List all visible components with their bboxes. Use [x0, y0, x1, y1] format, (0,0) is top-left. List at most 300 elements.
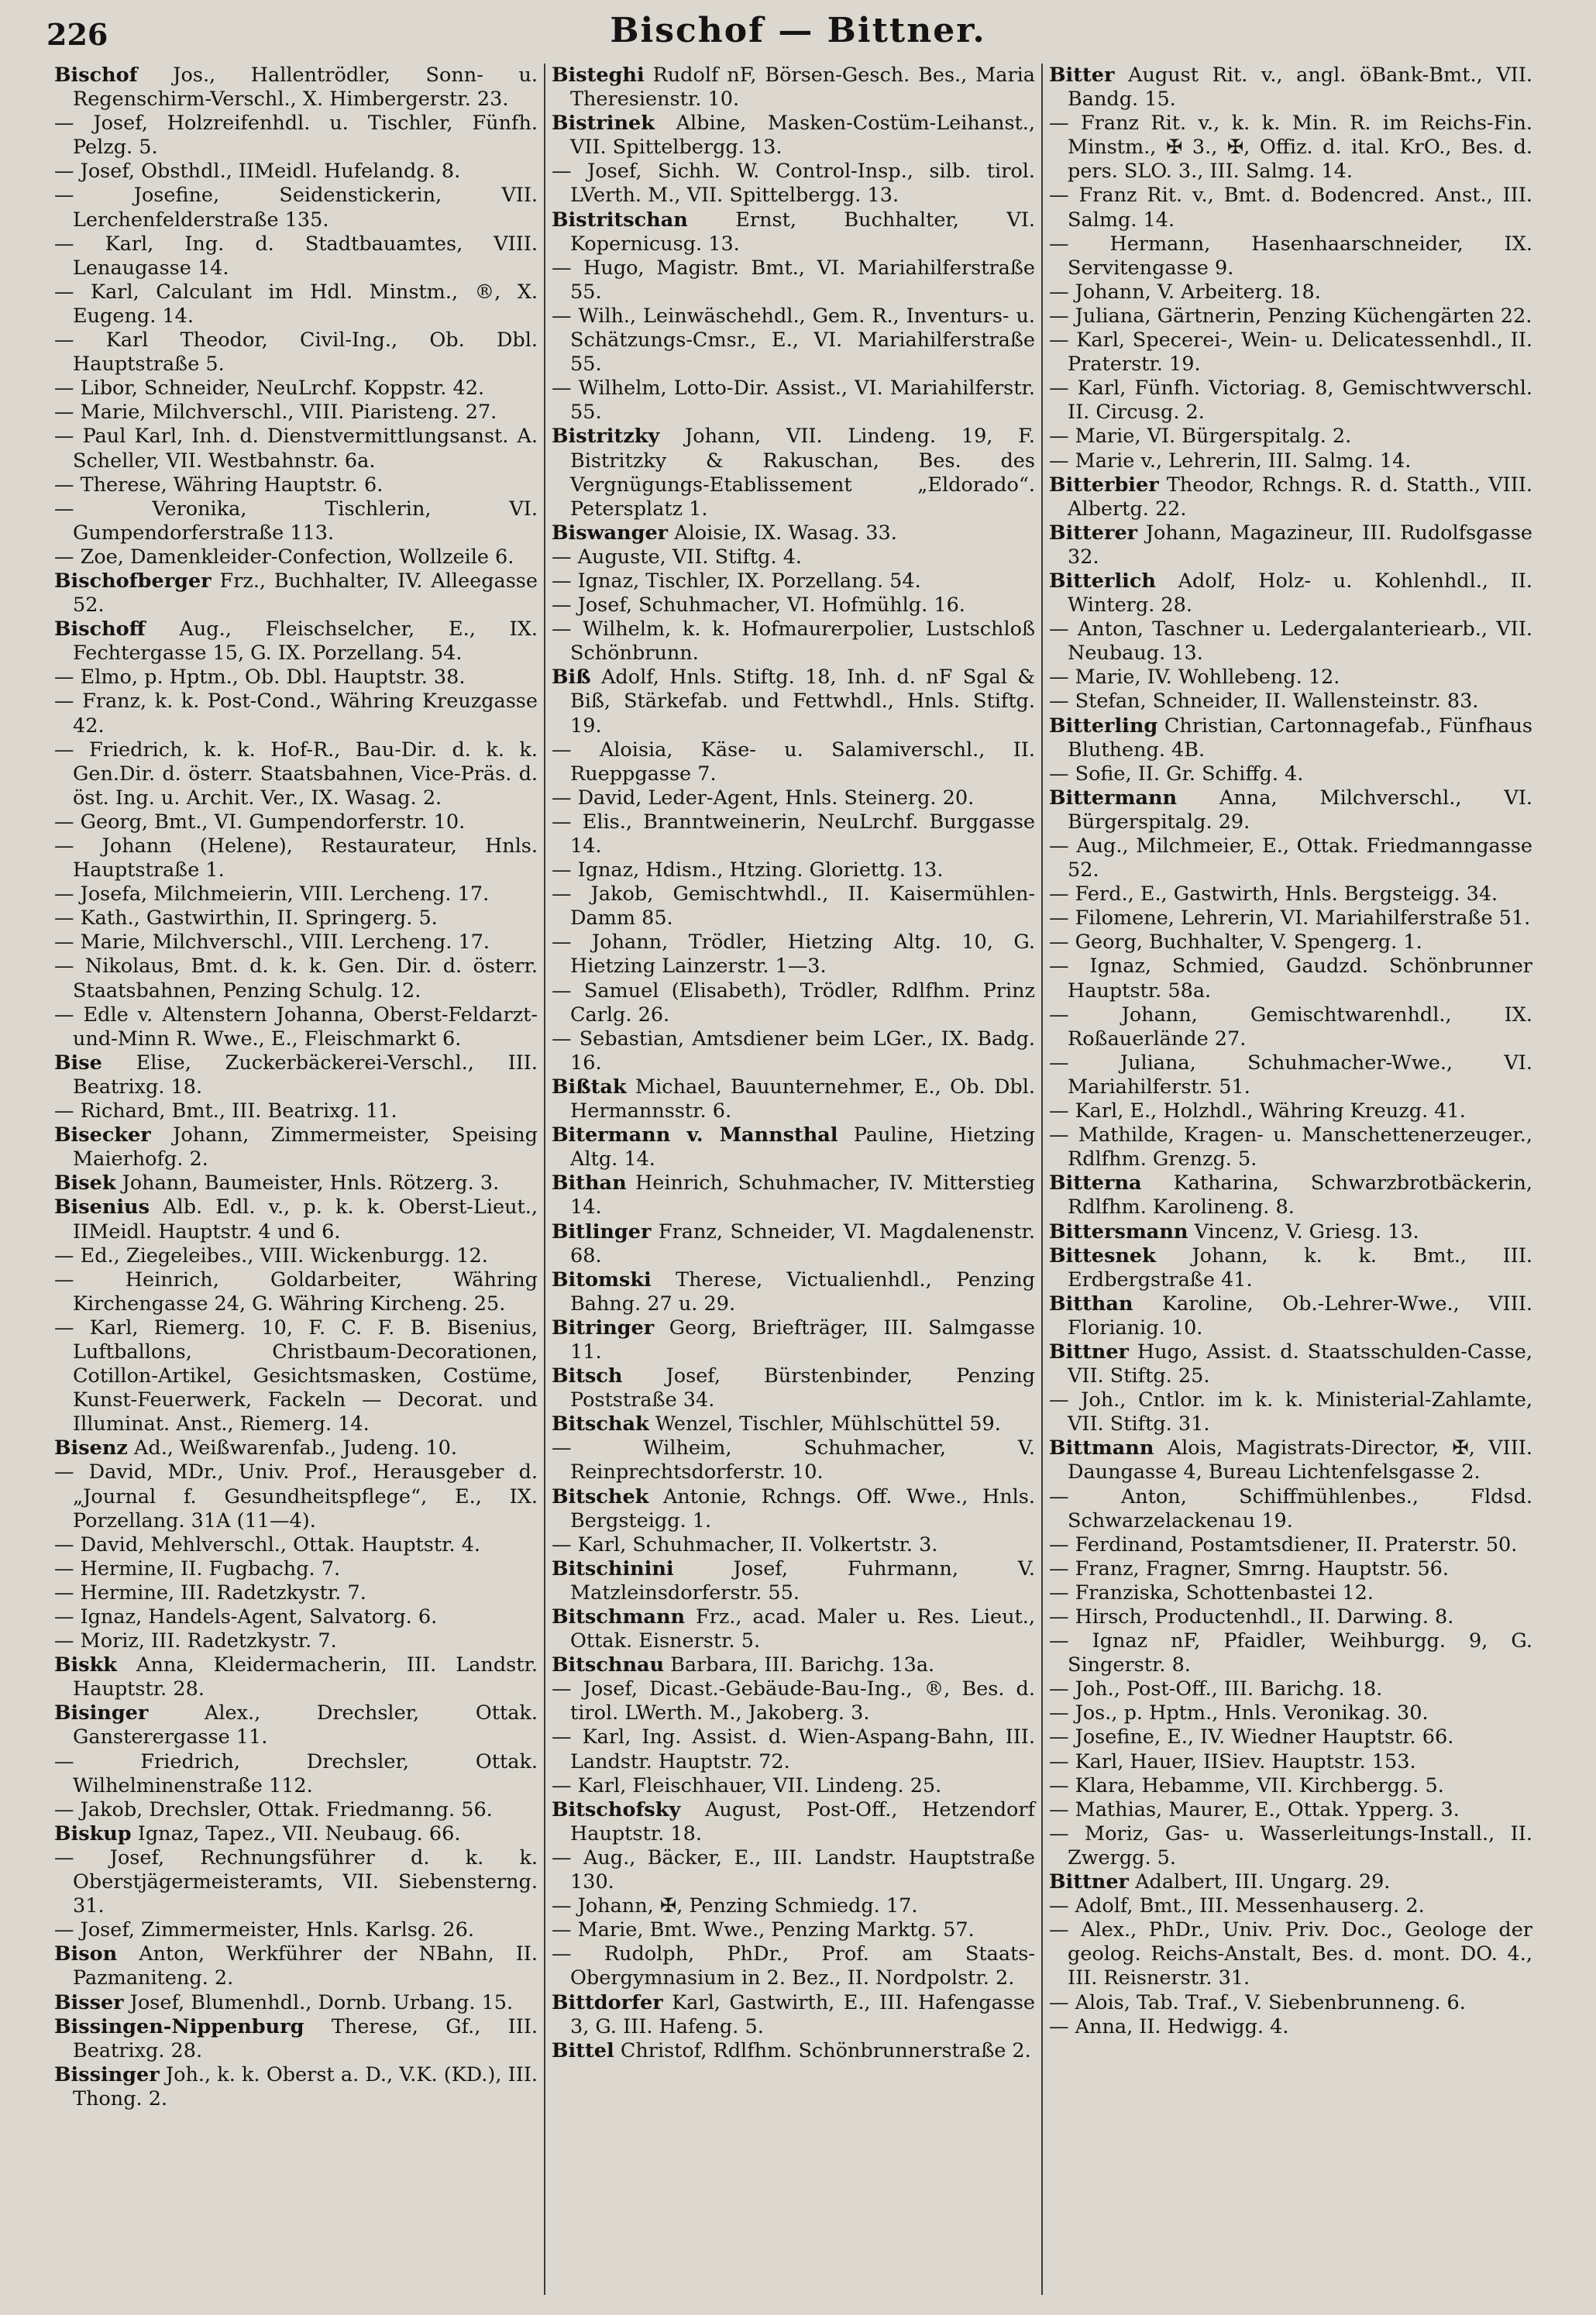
entry-surname: Bitschek	[552, 1484, 649, 1508]
entry-surname: Bittesnek	[1049, 1243, 1156, 1268]
directory-entry	[552, 1991, 1035, 2039]
entry-text: Anna, Kleidermacherin, III. Landstr. Hauptstr. 28.	[73, 1653, 538, 1701]
directory-entry	[552, 1725, 1035, 1773]
entry-text: Adolf, Holz- u. Kohlenhdl., II. Winterg. 28.	[1068, 569, 1532, 617]
entry-text: — Franz, k. k. Post-Cond., Währing Kreuzgasse 42.	[54, 690, 538, 738]
directory-entry	[1049, 2015, 1532, 2039]
directory-entry	[54, 2015, 538, 2063]
directory-columns	[48, 64, 1567, 2295]
directory-entry	[552, 1436, 1035, 1484]
directory-entry	[552, 112, 1035, 160]
directory-entry	[552, 1653, 1035, 1677]
directory-entry	[1049, 786, 1532, 834]
directory-entry	[552, 593, 1035, 617]
entry-text: — Karl, Fleischhauer, VII. Lindeng. 25.	[552, 1773, 942, 1797]
entry-text: — Wilheim, Schuhmacher, V. Reinprechtsdorferstr. 10.	[552, 1436, 1035, 1484]
entry-text: — Marie v., Lehrerin, III. Salmg. 14.	[1049, 449, 1412, 473]
directory-entry	[54, 1460, 538, 1532]
entry-text: Hugo, Assist. d. Staatsschulden-Casse, VII. Stiftg. 25.	[1068, 1340, 1532, 1388]
entry-text: — David, Leder-Agent, Hnls. Steinerg. 20.	[552, 786, 975, 810]
directory-entry	[1049, 473, 1532, 521]
directory-entry	[54, 906, 538, 930]
column-middle	[545, 64, 1041, 2295]
entry-text: — Aug., Milchmeier, E., Ottak. Friedmanngasse 52.	[1049, 834, 1532, 882]
directory-entry	[54, 690, 538, 738]
entry-surname: Bitschnau	[552, 1653, 665, 1677]
entry-text: — Alex., PhDr., Univ. Priv. Doc., Geologe der geolog. Reichs-Anstalt, Bes. d. mont. DO. 4., III. Reisnerstr. 31.	[1049, 1918, 1532, 1990]
directory-entry	[1049, 232, 1532, 280]
directory-entry	[1049, 930, 1532, 955]
entry-text: — Karl, Riemerg. 10, F. C. F. B. Bisenius, Luftballons, Christbaum-Decorationen, Cotillon-Artikel, Gesichtsmasken, Costüme, Kunst-Feuerwerk, Fackeln — Decorat. und Illuminat. Anst., Riemerg. 14.	[54, 1316, 538, 1436]
directory-entry	[552, 738, 1035, 786]
entry-text: Johann, VII. Lindeng. 19, F. Bistritzky & Rakuschan, Bes. des Vergnügungs-Etablissement „Eldorado“. Petersplatz 1.	[570, 425, 1035, 521]
entry-text: Albine, Masken-Costüm-Leihanst., VII. Spittelbergg. 13.	[570, 112, 1035, 160]
entry-surname: Bitterlich	[1049, 569, 1156, 593]
entry-surname: Bitterling	[1049, 714, 1158, 738]
directory-entry	[1049, 1099, 1532, 1123]
directory-entry	[54, 1195, 538, 1243]
entry-text: — Georg, Bmt., VI. Gumpendorferstr. 10.	[54, 810, 466, 834]
entry-text: Frz., acad. Maler u. Res. Lieut., Ottak. Eisnerstr. 5.	[570, 1605, 1035, 1653]
entry-text: — Ferdinand, Postamtsdiener, II. Praterstr. 50.	[1049, 1532, 1518, 1557]
entry-text: Anton, Werkführer der NBahn, II. Pazmaniteng. 2.	[73, 1942, 538, 1990]
entry-surname: Bitterer	[1049, 521, 1138, 545]
directory-entry	[552, 786, 1035, 810]
entry-surname: Bitthan	[1049, 1292, 1133, 1316]
entry-surname: Bitschmann	[552, 1605, 686, 1629]
entry-text: — Aug., Bäcker, E., III. Landstr. Hauptstraße 130.	[552, 1845, 1035, 1894]
entry-text: — David, Mehlverschl., Ottak. Hauptstr. 4.	[54, 1532, 481, 1557]
entry-text: — Moriz, III. Radetzkystr. 7.	[54, 1629, 337, 1653]
directory-entry	[552, 425, 1035, 521]
directory-entry	[552, 666, 1035, 738]
entry-text: — Karl, Fünfh. Victoriag. 8, Gemischtwverschl. II. Circusg. 2.	[1049, 377, 1532, 425]
entry-text: — Nikolaus, Bmt. d. k. k. Gen. Dir. d. österr. Staatsbahnen, Penzing Schulg. 12.	[54, 955, 538, 1003]
directory-entry	[552, 930, 1035, 979]
directory-entry	[1049, 1533, 1532, 1557]
directory-entry	[552, 1364, 1035, 1412]
directory-entry	[552, 858, 1035, 882]
directory-entry	[1049, 1003, 1532, 1051]
directory-entry	[1049, 1171, 1532, 1219]
entry-text: — Johann, Trödler, Hietzing Altg. 10, G. Hietzing Lainzerstr. 1—3.	[552, 930, 1035, 979]
entry-text: Aug., Fleischselcher, E., IX. Fechtergasse 15, G. IX. Porzellang. 54.	[73, 617, 538, 666]
entry-surname: Bitomski	[552, 1268, 652, 1292]
directory-entry	[552, 545, 1035, 569]
directory-entry	[54, 1099, 538, 1123]
directory-entry	[54, 497, 538, 545]
entry-surname: Bitterbier	[1049, 473, 1159, 497]
page-number: 226	[46, 17, 108, 52]
entry-text: — Karl Theodor, Civil-Ing., Ob. Dbl. Hauptstraße 5.	[54, 329, 538, 377]
directory-entry	[54, 666, 538, 690]
entry-text: Franz, Schneider, VI. Magdalenenstr. 68.	[570, 1219, 1035, 1268]
entry-text: — Josef, Obsthdl., IIMeidl. Hufelandg. 8.	[54, 160, 461, 184]
entry-surname: Bitschak	[552, 1412, 649, 1436]
directory-entry	[54, 1942, 538, 1990]
directory-entry	[54, 834, 538, 882]
directory-entry	[54, 545, 538, 569]
entry-text: — Marie, IV. Wohllebeng. 12.	[1049, 666, 1340, 690]
directory-entry	[1049, 1581, 1532, 1605]
directory-entry	[552, 1485, 1035, 1533]
directory-entry	[552, 377, 1035, 425]
entry-text: — Sebastian, Amtsdiener beim LGer., IX. Badg. 16.	[552, 1027, 1035, 1075]
entry-text: — Karl, E., Holzhdl., Währing Kreuzg. 41.	[1049, 1099, 1466, 1123]
directory-entry	[54, 1629, 538, 1653]
entry-text: — Stefan, Schneider, II. Wallensteinstr. 83.	[1049, 690, 1479, 714]
directory-entry	[54, 1918, 538, 1942]
directory-entry	[1049, 1436, 1532, 1484]
entry-surname: Biß	[552, 666, 591, 690]
entry-text: — Ferd., E., Gastwirth, Hnls. Bergsteigg. 34.	[1049, 882, 1498, 906]
directory-entry	[1049, 449, 1532, 473]
entry-surname: Bitringer	[552, 1316, 655, 1340]
directory-entry	[1049, 617, 1532, 666]
entry-surname: Bitermann v. Mannsthal	[552, 1123, 838, 1147]
entry-text: — Alois, Tab. Traf., V. Siebenbrunneng. 6.	[1049, 1990, 1466, 2014]
entry-text: Christof, Rdlfhm. Schönbrunnerstraße 2.	[614, 2038, 1031, 2062]
entry-surname: Bisser	[54, 1990, 124, 2014]
entry-text: — Karl, Ing. d. Stadtbauamtes, VIII. Lenaugasse 14.	[54, 232, 538, 280]
directory-entry	[552, 1677, 1035, 1725]
directory-entry	[54, 617, 538, 666]
directory-entry	[552, 160, 1035, 208]
directory-entry	[1049, 1798, 1532, 1822]
entry-text: — Elis., Branntweinerin, NeuLrchf. Burggasse 14.	[552, 810, 1035, 858]
entry-surname: Bischofberger	[54, 569, 212, 593]
entry-surname: Biswanger	[552, 521, 669, 545]
entry-surname: Bistritschan	[552, 208, 688, 232]
entry-text: Christian, Cartonnagefab., Fünfhaus Blutheng. 4B.	[1068, 714, 1532, 762]
entry-text: — Klara, Hebamme, VII. Kirchbergg. 5.	[1049, 1773, 1444, 1797]
directory-entry	[54, 1244, 538, 1268]
entry-surname: Bischoff	[54, 617, 146, 642]
directory-entry	[54, 1051, 538, 1099]
entry-surname: Bittdorfer	[552, 1990, 663, 2014]
directory-entry	[1049, 1123, 1532, 1171]
directory-entry	[1049, 1677, 1532, 1701]
directory-entry	[1049, 1051, 1532, 1099]
directory-entry	[552, 521, 1035, 545]
directory-entry	[1049, 1750, 1532, 1774]
entry-text: Jos., Hallentrödler, Sonn- u. Regenschirm-Verschl., X. Himbergerstr. 23.	[73, 64, 538, 112]
entry-text: — Rudolph, PhDr., Prof. am Staats-Obergymnasium in 2. Bez., II. Nordpolstr. 2.	[552, 1942, 1035, 1990]
entry-text: Karoline, Ob.-Lehrer-Wwe., VIII. Florianig. 10.	[1068, 1292, 1532, 1340]
directory-entry	[552, 304, 1035, 377]
entry-text: Johann, Magazineur, III. Rudolfsgasse 32.	[1068, 521, 1532, 569]
entry-text: — Johann, V. Arbeiterg. 18.	[1049, 280, 1321, 304]
entry-surname: Bisinger	[54, 1701, 149, 1725]
directory-entry	[552, 1533, 1035, 1557]
directory-entry	[1049, 329, 1532, 377]
entry-text: — Joh., Cntlor. im k. k. Ministerial-Zahlamte, VII. Stiftg. 31.	[1049, 1388, 1532, 1436]
entry-text: — Mathilde, Kragen- u. Manschettenerzeuger., Rdlfhm. Grenzg. 5.	[1049, 1123, 1532, 1171]
column-left	[48, 64, 544, 2295]
entry-text: — Johann, ✠, Penzing Schmiedg. 17.	[552, 1894, 918, 1918]
directory-entry	[1049, 1774, 1532, 1798]
directory-entry	[54, 280, 538, 329]
directory-entry	[1049, 1485, 1532, 1533]
entry-text: — Josef, Sichh. W. Control-Insp., silb. tirol. LVerth. M., VII. Spittelbergg. 13.	[552, 160, 1035, 208]
entry-text: Rudolf nF, Börsen-Gesch. Bes., Maria Theresienstr. 10.	[570, 64, 1035, 112]
directory-entry	[1049, 1557, 1532, 1581]
entry-text: — Joh., Post-Off., III. Barichg. 18.	[1049, 1677, 1383, 1701]
entry-text: Georg, Briefträger, III. Salmgasse 11.	[570, 1316, 1035, 1364]
directory-entry	[1049, 1894, 1532, 1918]
entry-surname: Bitlinger	[552, 1219, 652, 1243]
directory-entry	[54, 112, 538, 160]
entry-text: Alex., Drechsler, Ottak. Gansterergasse 11.	[73, 1701, 538, 1749]
entry-text: — Edle v. Altenstern Johanna, Oberst-Feldarzt-und-Minn R. Wwe., E., Fleischmarkt 6.	[54, 1003, 538, 1051]
directory-entry	[54, 425, 538, 473]
entry-text: — Moriz, Gas- u. Wasserleitungs-Install., II. Zwergg. 5.	[1049, 1821, 1532, 1870]
directory-entry	[552, 979, 1035, 1027]
entry-text: Theodor, Rchngs. R. d. Statth., VIII. Albertg. 22.	[1068, 473, 1532, 521]
directory-entry	[552, 882, 1035, 930]
directory-entry	[54, 882, 538, 906]
entry-surname: Bisenz	[54, 1436, 128, 1460]
entry-text: Wenzel, Tischler, Mühlschüttel 59.	[648, 1412, 1001, 1436]
directory-entry	[1049, 112, 1532, 184]
directory-entry	[54, 1533, 538, 1557]
entry-text: — Anton, Schiffmühlenbes., Fldsd. Schwarzelackenau 19.	[1049, 1484, 1532, 1532]
entry-text: — Jakob, Drechsler, Ottak. Friedmanng. 56.	[54, 1797, 493, 1821]
directory-entry	[54, 1268, 538, 1316]
entry-text: — Kath., Gastwirthin, II. Springerg. 5.	[54, 906, 438, 930]
entry-text: — Ignaz, Handels-Agent, Salvatorg. 6.	[54, 1605, 438, 1629]
directory-entry	[54, 1003, 538, 1051]
entry-surname: Bittersmann	[1049, 1219, 1188, 1243]
directory-entry	[552, 1918, 1035, 1942]
directory-entry	[54, 329, 538, 377]
entry-text: Anna, Milchverschl., VI. Bürgerspitalg. 29.	[1068, 786, 1532, 834]
entry-text: — Marie, Milchverschl., VIII. Piaristeng. 27.	[54, 401, 497, 425]
entry-surname: Bisek	[54, 1171, 116, 1195]
directory-entry	[552, 1123, 1035, 1171]
directory-entry	[552, 64, 1035, 112]
directory-entry	[54, 1316, 538, 1436]
entry-text: — Juliana, Schuhmacher-Wwe., VI. Mariahilferstr. 51.	[1049, 1051, 1532, 1099]
directory-entry	[552, 1605, 1035, 1653]
directory-entry	[1049, 906, 1532, 930]
entry-text: — Juliana, Gärtnerin, Penzing Küchengärten 22.	[1049, 304, 1532, 328]
directory-entry	[54, 1991, 538, 2015]
entry-text: — Mathias, Maurer, E., Ottak. Ypperg. 3.	[1049, 1797, 1460, 1821]
directory-entry	[54, 160, 538, 184]
entry-text: Vincenz, V. Griesg. 13.	[1188, 1219, 1419, 1243]
directory-entry	[54, 1798, 538, 1822]
entry-text: — Friedrich, Drechsler, Ottak. Wilhelminenstraße 112.	[54, 1749, 538, 1797]
entry-text: — Ignaz, Schmied, Gaudzd. Schönbrunner Hauptstr. 58a.	[1049, 955, 1532, 1003]
directory-entry	[54, 1653, 538, 1701]
directory-entry	[552, 1798, 1035, 1846]
entry-text: Katharina, Schwarzbrotbäckerin, Rdlfhm. Karolineng. 8.	[1068, 1171, 1532, 1219]
directory-entry	[552, 810, 1035, 858]
entry-text: Karl, Gastwirth, E., III. Hafengasse 3, G. III. Hafeng. 5.	[570, 1990, 1035, 2038]
entry-text: — Franziska, Schottenbastei 12.	[1049, 1581, 1374, 1605]
directory-entry	[1049, 882, 1532, 906]
entry-surname: Bisteghi	[552, 64, 645, 87]
entry-text: — Marie, Bmt. Wwe., Penzing Marktg. 57.	[552, 1918, 975, 1942]
directory-entry	[1049, 521, 1532, 569]
entry-surname: Biskup	[54, 1821, 132, 1845]
entry-text: Adolf, Hnls. Stiftg. 18, Inh. d. nF Sgal & Biß, Stärkefab. und Fettwhdl., Hnls. Stiftg. 19.	[570, 666, 1035, 738]
directory-entry	[54, 810, 538, 834]
entry-text: Michael, Bauunternehmer, E., Ob. Dbl. Hermannsstr. 6.	[570, 1075, 1035, 1123]
entry-text: — Franz Rit. v., k. k. Min. R. im Reichs-Fin. Minstm., ✠ 3., ✠, Offiz. d. ital. KrO., Bes. d. pers. SLO. 3., III. Salmg. 14.	[1049, 112, 1532, 184]
entry-text: Antonie, Rchngs. Off. Wwe., Hnls. Bergsteigg. 1.	[570, 1484, 1035, 1532]
entry-surname: Bise	[54, 1051, 102, 1075]
entry-text: — Libor, Schneider, NeuLrchf. Koppstr. 42.	[54, 377, 485, 401]
entry-text: — Josef, Dicast.-Gebäude-Bau-Ing., ®, Bes. d. tirol. LWerth. M., Jakoberg. 3.	[552, 1677, 1035, 1725]
entry-text: — Marie, VI. Bürgerspitalg. 2.	[1049, 425, 1352, 449]
entry-text: — Marie, Milchverschl., VIII. Lercheng. 17.	[54, 930, 490, 955]
directory-entry	[552, 1894, 1035, 1918]
directory-entry	[54, 1436, 538, 1460]
directory-entry	[1049, 184, 1532, 232]
directory-entry	[552, 208, 1035, 256]
directory-entry	[1049, 377, 1532, 425]
entry-text: — Ignaz, Hdism., Htzing. Gloriettg. 13.	[552, 858, 944, 882]
entry-text: — Hermann, Hasenhaarschneider, IX. Servitengasse 9.	[1049, 232, 1532, 280]
entry-text: — Franz Rit. v., Bmt. d. Bodencred. Anst., III. Salmg. 14.	[1049, 184, 1532, 232]
entry-text: — Karl, Schuhmacher, II. Volkertstr. 3.	[552, 1532, 938, 1557]
entry-text: Josef, Blumenhdl., Dornb. Urbang. 15.	[123, 1990, 514, 2014]
entry-text: Josef, Bürstenbinder, Penzing Poststraße 34.	[570, 1364, 1035, 1412]
directory-entry	[54, 1557, 538, 1581]
directory-entry	[1049, 1605, 1532, 1629]
directory-entry	[54, 184, 538, 232]
entry-text: Ad., Weißwarenfab., Judeng. 10.	[127, 1436, 458, 1460]
entry-text: — Karl, Hauer, IISiev. Hauptstr. 153.	[1049, 1749, 1416, 1773]
entry-text: Joh., k. k. Oberst a. D., V.K. (KD.), III. Thong. 2.	[73, 2062, 538, 2110]
directory-entry	[1049, 64, 1532, 112]
entry-text: Josef, Fuhrmann, V. Matzleinsdorferstr. 55.	[570, 1557, 1035, 1605]
page-header	[0, 0, 1596, 62]
directory-entry	[54, 64, 538, 112]
entry-text: — Hugo, Magistr. Bmt., VI. Mariahilferstraße 55.	[552, 256, 1035, 304]
directory-entry	[54, 569, 538, 617]
entry-text: — Anna, II. Hedwigg. 4.	[1049, 2014, 1289, 2038]
directory-entry	[54, 232, 538, 280]
entry-surname: Bittmann	[1049, 1436, 1154, 1460]
entry-surname: Bison	[54, 1942, 118, 1966]
entry-text: — Veronika, Tischlerin, VI. Gumpendorferstraße 113.	[54, 497, 538, 545]
directory-entry	[1049, 1725, 1532, 1749]
entry-text: — Jos., p. Hptm., Hnls. Veronikag. 30.	[1049, 1701, 1429, 1725]
entry-text: — Hermine, II. Fugbachg. 7.	[54, 1557, 341, 1581]
entry-text: August Rit. v., angl. öBank-Bmt., VII. Bandg. 15.	[1068, 64, 1532, 112]
directory-entry	[54, 930, 538, 955]
directory-entry	[1049, 569, 1532, 617]
directory-entry	[1049, 690, 1532, 714]
entry-text: Barbara, III. Barichg. 13a.	[664, 1653, 935, 1677]
entry-surname: Bissingen-Nippenburg	[54, 2014, 304, 2038]
entry-text: — Aloisia, Käse- u. Salamiverschl., II. Rueppgasse 7.	[552, 738, 1035, 786]
directory-entry	[1049, 1991, 1532, 2015]
entry-text: — Josef, Rechnungsführer d. k. k. Oberstjägermeisteramts, VII. Siebensterng. 31.	[54, 1845, 538, 1918]
entry-text: — Josef, Holzreifenhdl. u. Tischler, Fünfh. Pelzg. 5.	[54, 112, 538, 160]
directory-entry	[552, 1075, 1035, 1123]
entry-surname: Bitsch	[552, 1364, 623, 1388]
entry-text: — David, MDr., Univ. Prof., Herausgeber d. „Journal f. Gesundheitspflege“, E., IX. Porzellang. 31A (11—4).	[54, 1460, 538, 1532]
directory-entry	[552, 1027, 1035, 1075]
entry-text: — Samuel (Elisabeth), Trödler, Rdlfhm. Prinz Carlg. 26.	[552, 979, 1035, 1027]
directory-entry	[1049, 834, 1532, 882]
entry-text: — Friedrich, k. k. Hof-R., Bau-Dir. d. k. k. Gen.Dir. d. österr. Staatsbahnen, Vice-Präs. d. öst. Ing. u. Archit. Ver., IX. Wasag. 2.	[54, 738, 538, 810]
directory-entry	[1049, 1918, 1532, 1990]
entry-text: — Filomene, Lehrerin, VI. Mariahilferstraße 51.	[1049, 906, 1531, 930]
directory-entry	[1049, 955, 1532, 1003]
directory-entry	[552, 1942, 1035, 1990]
entry-text: Aloisie, IX. Wasag. 33.	[668, 521, 897, 545]
directory-entry	[552, 569, 1035, 593]
directory-entry	[552, 617, 1035, 666]
entry-text: — Hermine, III. Radetzkystr. 7.	[54, 1581, 366, 1605]
directory-entry	[1049, 1629, 1532, 1677]
entry-surname: Bistrinek	[552, 112, 655, 136]
entry-surname: Biskk	[54, 1653, 117, 1677]
entry-text: — Wilhelm, k. k. Hofmaurerpolier, Lustschloß Schönbrunn.	[552, 617, 1035, 666]
entry-text: — Heinrich, Goldarbeiter, Währing Kirchengasse 24, G. Währing Kircheng. 25.	[54, 1268, 538, 1316]
entry-text: — Elmo, p. Hptm., Ob. Dbl. Hauptstr. 38.	[54, 666, 466, 690]
entry-surname: Bitter	[1049, 64, 1115, 87]
entry-text: Elise, Zuckerbäckerei-Verschl., III. Beatrixg. 18.	[73, 1051, 538, 1099]
entry-text: — Josefine, Seidenstickerin, VII. Lerchenfelderstraße 135.	[54, 184, 538, 232]
entry-text: Frz., Buchhalter, IV. Alleegasse 52.	[73, 569, 538, 617]
entry-surname: Bitterna	[1049, 1171, 1142, 1195]
entry-text: — Josefine, E., IV. Wiedner Hauptstr. 66.	[1049, 1725, 1454, 1749]
directory-entry	[1049, 666, 1532, 690]
directory-entry	[54, 1822, 538, 1846]
directory-entry	[552, 1774, 1035, 1798]
directory-entry	[552, 1412, 1035, 1436]
directory-entry	[54, 1701, 538, 1749]
directory-entry	[1049, 425, 1532, 449]
entry-text: — Johann (Helene), Restaurateur, Hnls. Hauptstraße 1.	[54, 834, 538, 882]
entry-text: — Johann, Gemischtwarenhdl., IX. Roßauerlände 27.	[1049, 1003, 1532, 1051]
entry-surname: Bittermann	[1049, 786, 1178, 810]
directory-entry	[552, 256, 1035, 304]
entry-text: Johann, Zimmermeister, Speising Maierhofg. 2.	[73, 1123, 538, 1171]
entry-text: — Jakob, Gemischtwhdl., II. Kaisermühlen-Damm 85.	[552, 882, 1035, 930]
entry-text: — Anton, Taschner u. Ledergalanteriearb., VII. Neubaug. 13.	[1049, 617, 1532, 666]
entry-text: Therese, Gf., III. Beatrixg. 28.	[73, 2014, 538, 2062]
entry-text: — Sofie, II. Gr. Schiffg. 4.	[1049, 762, 1304, 786]
entry-surname: Bißtak	[552, 1075, 627, 1099]
directory-entry	[552, 2039, 1035, 2063]
directory-entry	[552, 1171, 1035, 1219]
directory-entry	[552, 1557, 1035, 1605]
entry-text: — Hirsch, Productenhdl., II. Darwing. 8.	[1049, 1605, 1454, 1629]
running-head: Bischof — Bittner.	[610, 11, 986, 50]
entry-text: Adalbert, III. Ungarg. 29.	[1129, 1870, 1391, 1894]
directory-entry	[1049, 1870, 1532, 1894]
entry-text: — Georg, Buchhalter, V. Spengerg. 1.	[1049, 930, 1422, 955]
directory-entry	[1049, 1822, 1532, 1870]
entry-text: Johann, k. k. Bmt., III. Erdbergstraße 41.	[1068, 1243, 1532, 1292]
entry-text: — Ignaz, Tischler, IX. Porzellang. 54.	[552, 569, 921, 593]
entry-surname: Bittel	[552, 2038, 614, 2062]
directory-entry	[54, 401, 538, 425]
directory-entry	[54, 955, 538, 1003]
entry-text: — Richard, Bmt., III. Beatrixg. 11.	[54, 1099, 397, 1123]
entry-surname: Bissinger	[54, 2062, 160, 2086]
directory-entry	[1049, 1292, 1532, 1340]
entry-text: August, Post-Off., Hetzendorf Hauptstr. 18.	[570, 1797, 1035, 1845]
directory-entry	[54, 473, 538, 497]
